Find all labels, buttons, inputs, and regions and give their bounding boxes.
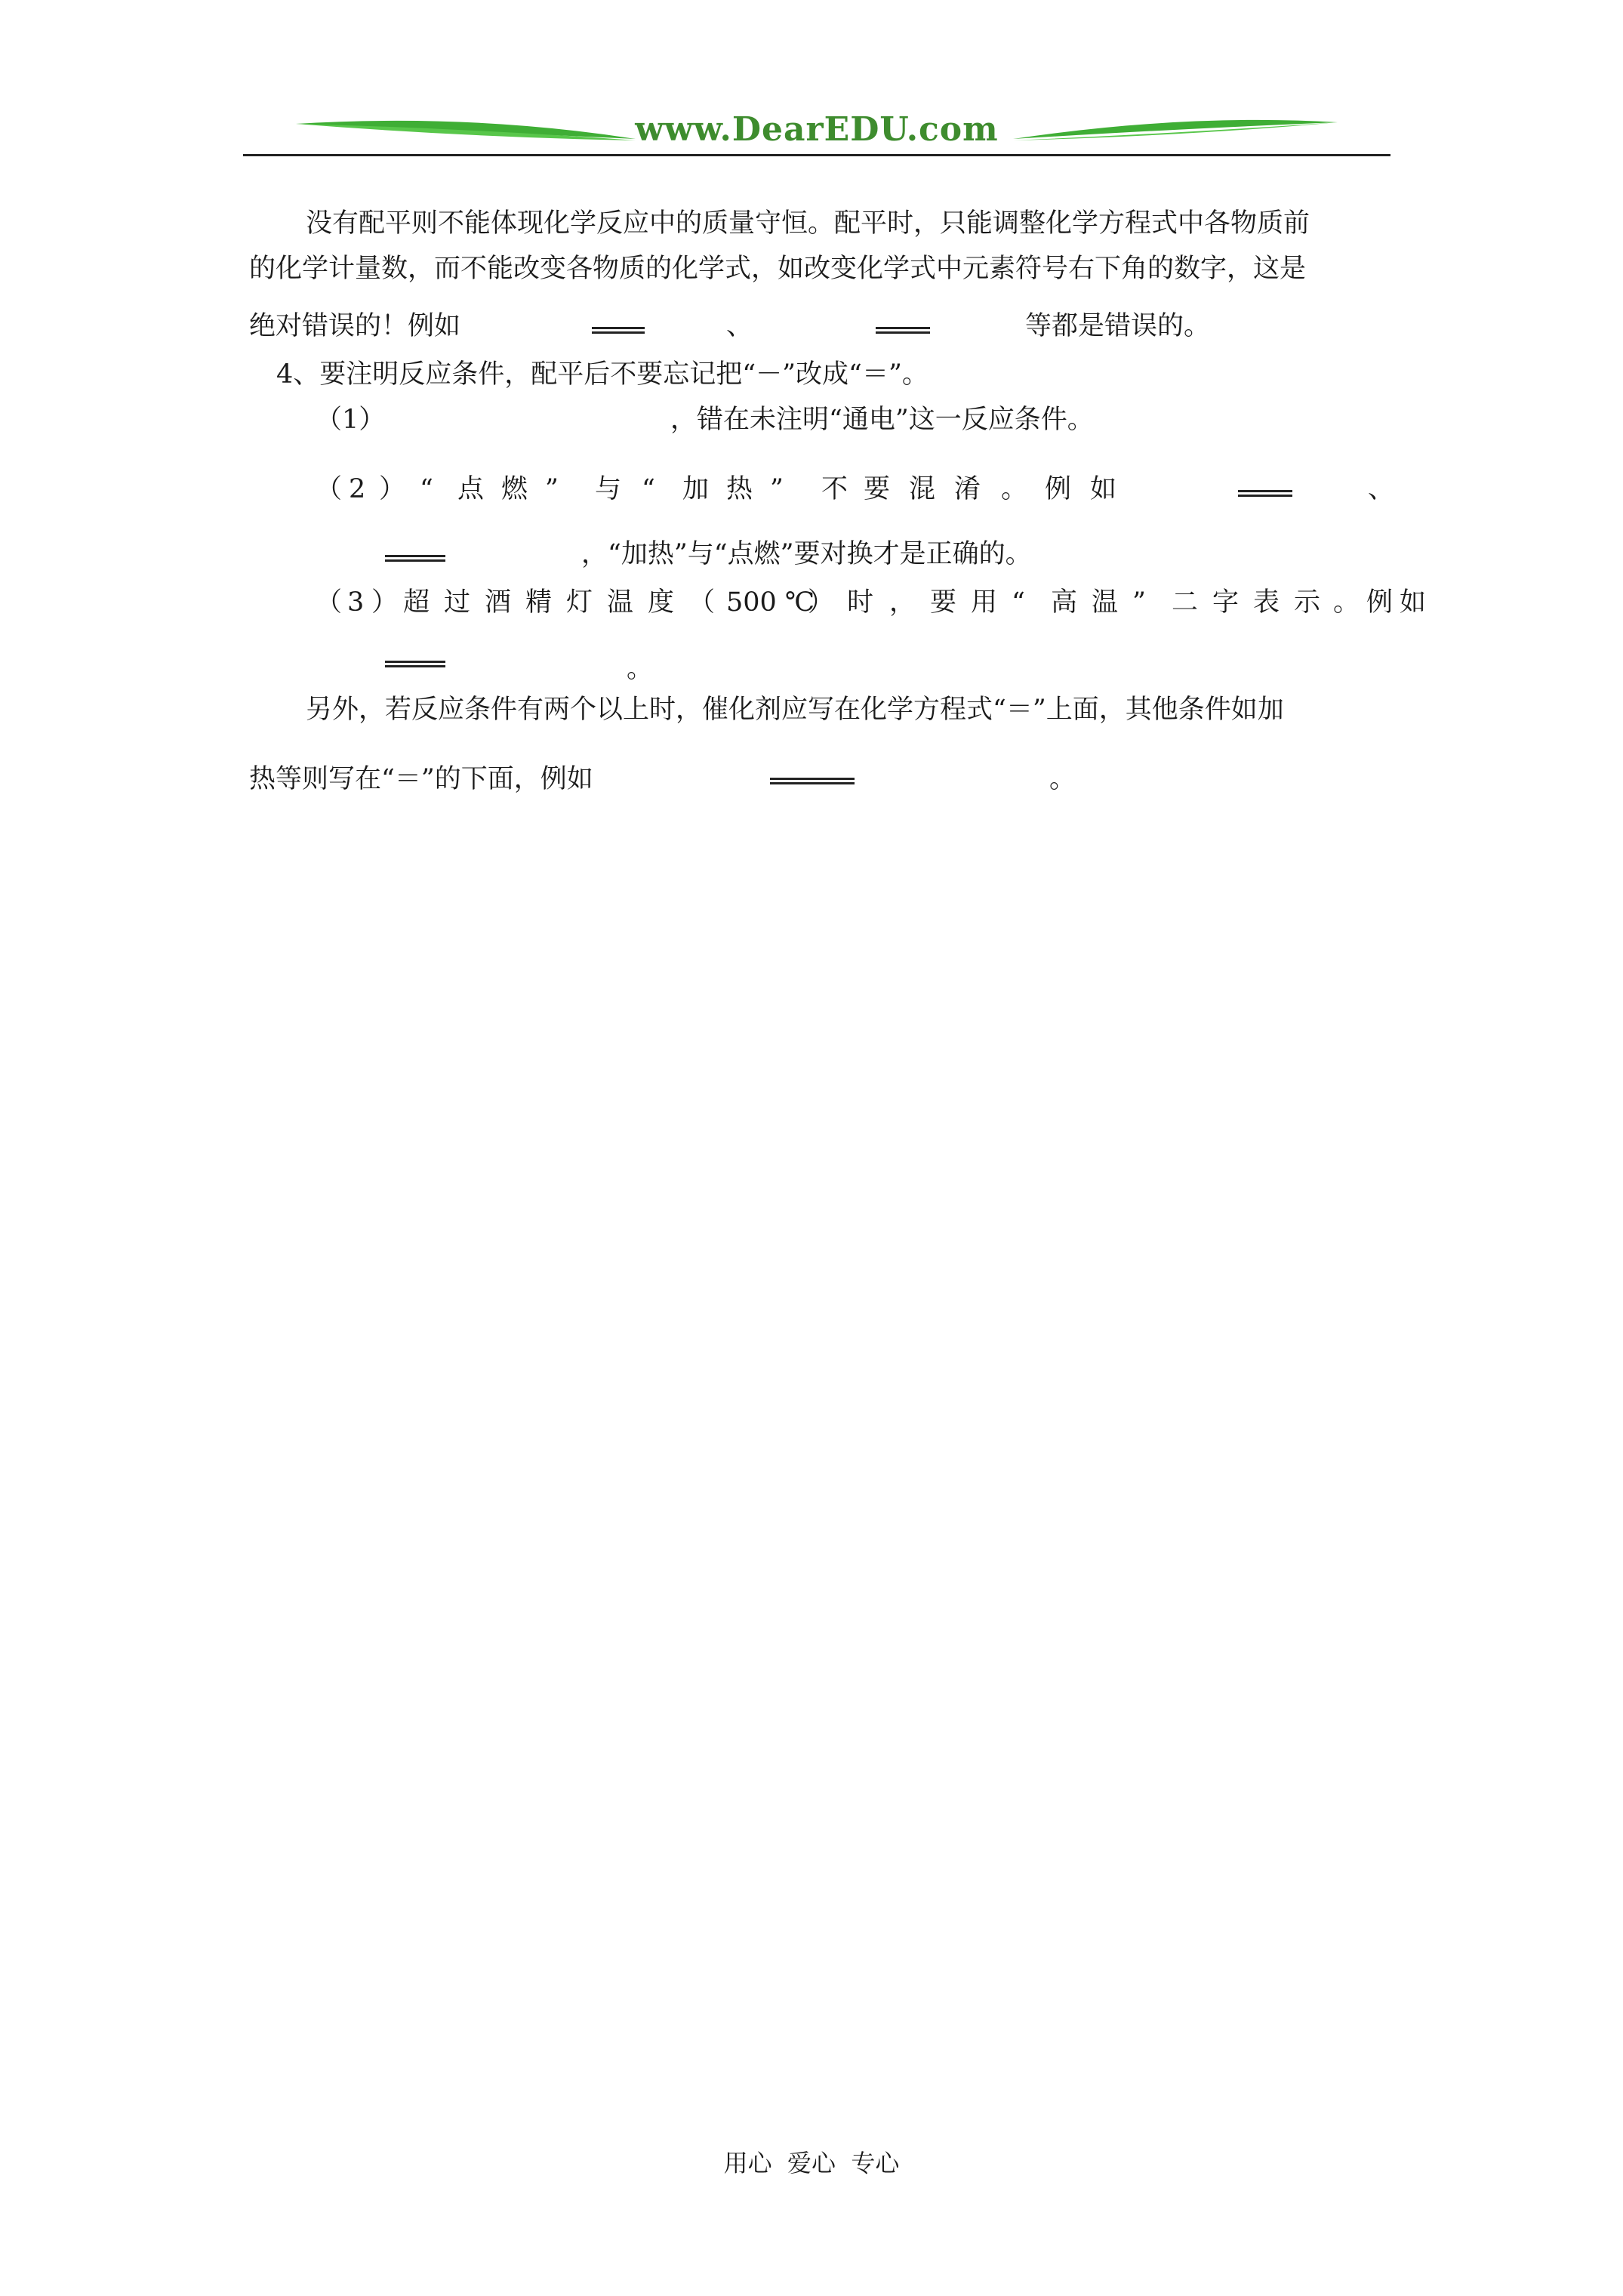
header-divider	[243, 154, 1390, 156]
char: 二	[1172, 587, 1199, 618]
char: 度	[648, 587, 675, 618]
char: 。	[1333, 587, 1360, 618]
char: 高	[1051, 587, 1078, 618]
char: “	[420, 474, 433, 504]
char: 与	[595, 474, 622, 504]
paragraph-line: 绝对错误的！例如	[249, 311, 461, 341]
equals-sign	[876, 327, 930, 334]
char: 要	[930, 587, 957, 618]
char: 时	[847, 587, 874, 618]
separator-text: 、	[726, 311, 753, 341]
char: 表	[1253, 587, 1280, 618]
char: 示	[1294, 587, 1321, 618]
list-item-text: ，“加热”与“点燃”要对换才是正确的。	[581, 539, 1032, 569]
char: 灯	[566, 587, 593, 618]
char: 淆	[954, 474, 981, 504]
char: ”	[545, 474, 559, 504]
paragraph-line: 另外，若反应条件有两个以上时，催化剂应写在化学方程式“＝”上面，其他条件如加	[306, 695, 1284, 725]
char: ”	[770, 474, 784, 504]
char: 燃	[501, 474, 528, 504]
char: ）	[379, 474, 406, 504]
char: 字	[1212, 587, 1240, 618]
char: 用	[971, 587, 998, 618]
char: 加	[682, 474, 710, 504]
char: ，	[889, 587, 916, 618]
separator-text: 。	[1049, 764, 1076, 794]
char: 例	[1045, 474, 1072, 504]
char: 2	[349, 474, 366, 504]
char: 。	[1001, 474, 1028, 504]
char: 如	[1090, 474, 1117, 504]
equals-sign	[385, 661, 445, 667]
page-header	[243, 106, 1390, 159]
char: （	[316, 587, 343, 618]
list-item-label: （1）	[316, 405, 386, 435]
char: 500 ℃	[726, 587, 815, 618]
char: ）	[371, 587, 399, 618]
separator-text: 。	[627, 654, 654, 684]
char: 点	[457, 474, 485, 504]
char: 超	[403, 587, 430, 618]
separator-text: 、	[1368, 474, 1395, 504]
char: 3	[347, 587, 365, 618]
paragraph-line: 等都是错误的。	[1025, 311, 1211, 341]
list-item-text: ，错在未注明“通电”这一反应条件。	[670, 405, 1094, 435]
char: 热	[726, 474, 753, 504]
paragraph-line: 热等则写在“＝”的下面，例如	[249, 764, 593, 794]
char: 温	[1092, 587, 1119, 618]
char: 不	[821, 474, 848, 504]
page-footer: 用心 爱心 专心	[723, 2149, 900, 2177]
char: （	[688, 587, 716, 618]
char: ”	[1132, 587, 1146, 618]
char: （	[316, 474, 343, 504]
equals-sign	[1238, 490, 1292, 497]
char: “	[1012, 587, 1025, 618]
char: 精	[525, 587, 553, 618]
paragraph-line: 没有配平则不能体现化学反应中的质量守恒。配平时，只能调整化学方程式中各物质前	[306, 208, 1310, 239]
char: 过	[444, 587, 471, 618]
list-item-heading: 4、要注明反应条件，配平后不要忘记把“－”改成“＝”。	[276, 359, 929, 390]
char: 酒	[485, 587, 512, 618]
char: 例	[1366, 587, 1394, 618]
char: 要	[864, 474, 891, 504]
char: 温	[607, 587, 634, 618]
equals-sign	[770, 778, 855, 784]
equals-sign	[592, 327, 645, 334]
site-logo-text: www.DearEDU.com	[635, 110, 999, 149]
char: 如	[1400, 587, 1427, 618]
char: ）	[808, 587, 835, 618]
paragraph-line: 的化学计量数，而不能改变各物质的化学式，如改变化学式中元素符号右下角的数字，这是	[249, 254, 1307, 284]
char: “	[642, 474, 655, 504]
char: 混	[909, 474, 936, 504]
equals-sign	[385, 555, 445, 562]
